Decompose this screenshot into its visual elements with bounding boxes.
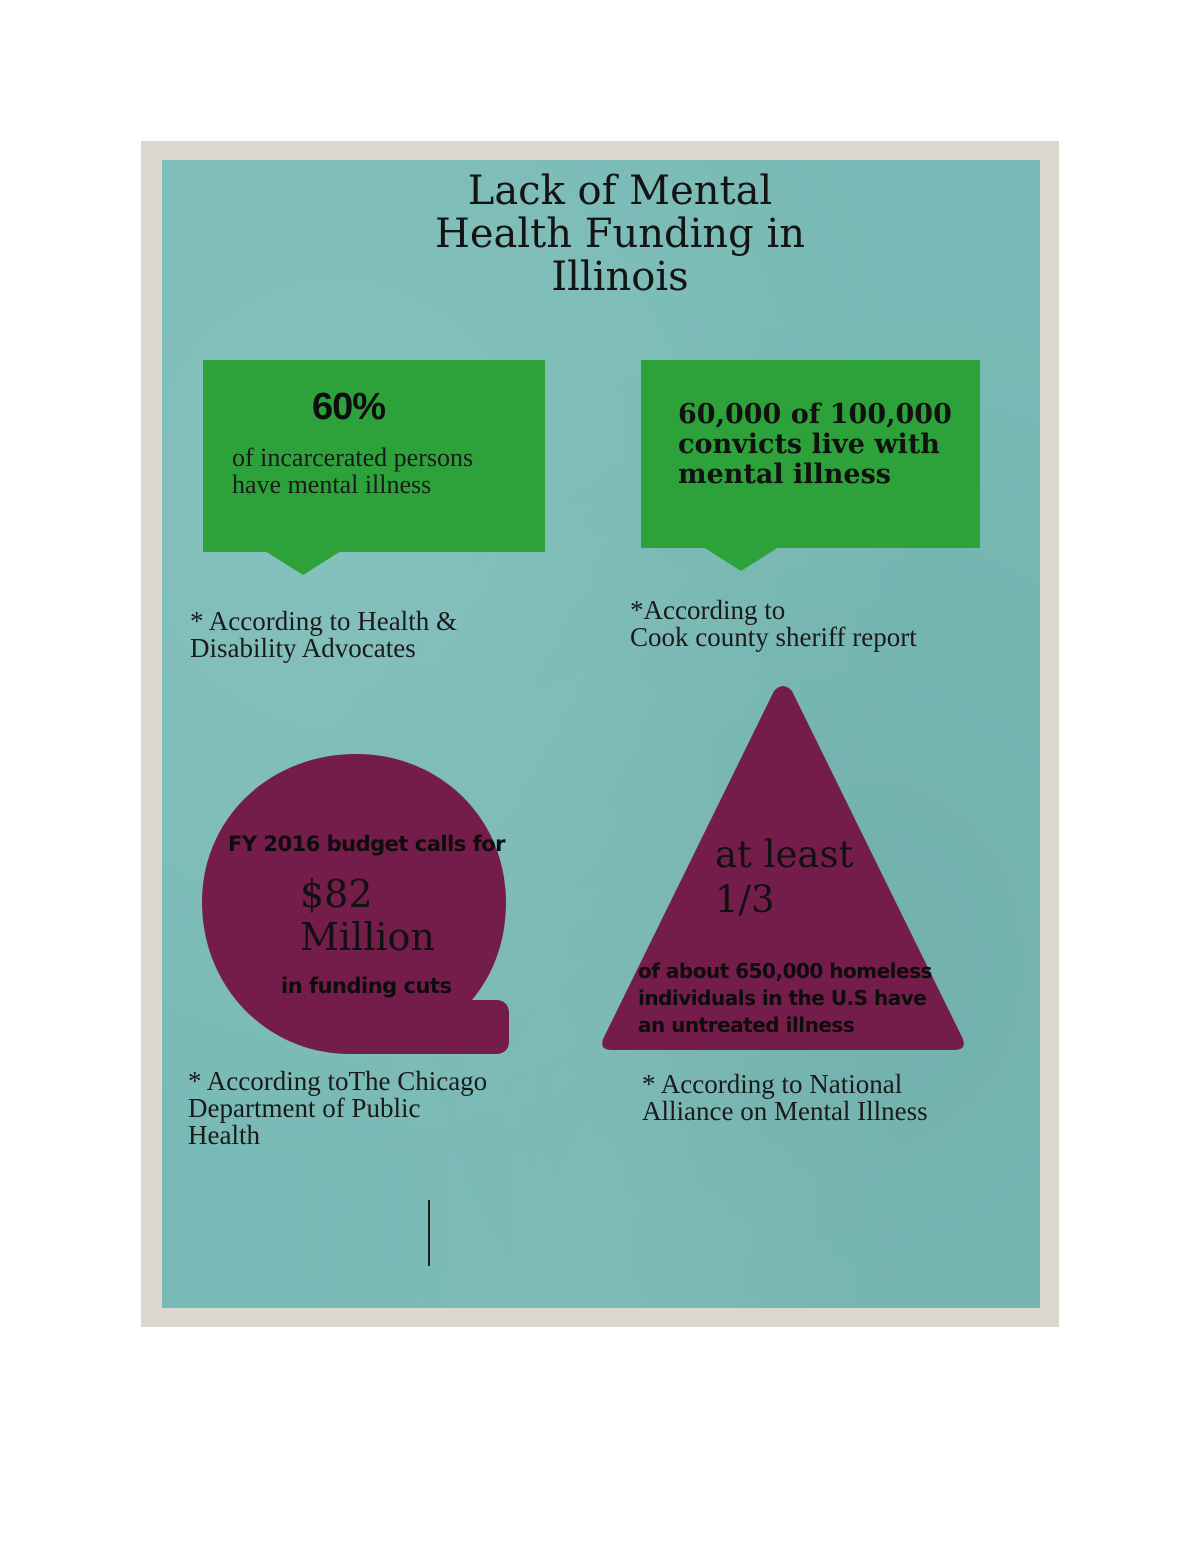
homeless-description: [638, 958, 932, 1039]
source-line-2: Cook county sheriff report: [630, 622, 917, 652]
homeless-fraction: [715, 832, 853, 922]
source-line-2: Alliance on Mental Illness: [642, 1096, 928, 1126]
budget-intro: FY 2016 budget calls for: [228, 832, 506, 856]
budget-amount-line-1: $82: [300, 872, 373, 916]
convicts-statistic: [678, 400, 978, 490]
stat-description: [232, 444, 532, 498]
homeless-fraction-line-1: at least: [715, 833, 854, 876]
stat-description-line-2: have mental illness: [232, 470, 432, 499]
homeless-fraction-line-2: 1/3: [715, 878, 775, 921]
budget-amount-line-2: Million: [300, 915, 435, 959]
convicts-line-2: convicts live with: [678, 429, 940, 460]
speech-pointer: [703, 547, 779, 571]
source-line-1: *According to: [630, 595, 786, 625]
stat-percent: 60%: [312, 386, 386, 428]
infographic-title: [400, 170, 840, 299]
divider-line: [428, 1200, 430, 1266]
source-line-1: * According to National: [642, 1069, 903, 1099]
homeless-line-3: an untreated illness: [638, 1013, 855, 1037]
title-line-1: Lack of Mental: [467, 168, 773, 214]
source-health-disability: [190, 608, 457, 662]
source-nami: [642, 1071, 928, 1125]
convicts-line-1: 60,000 of 100,000: [678, 399, 952, 430]
source-line-1: * According toThe Chicago: [188, 1066, 488, 1096]
source-line-1: * According to Health &: [190, 606, 457, 636]
convicts-line-3: mental illness: [678, 459, 891, 490]
source-line-2: Department of Public: [188, 1093, 421, 1123]
source-cook-county: [630, 597, 917, 651]
homeless-line-2: individuals in the U.S have: [638, 986, 927, 1010]
title-line-3: Illinois: [551, 254, 689, 300]
source-line-2: Disability Advocates: [190, 633, 416, 663]
speech-pointer: [265, 551, 341, 575]
budget-amount: [300, 873, 435, 959]
homeless-line-1: of about 650,000 homeless: [638, 959, 932, 983]
budget-outro: in funding cuts: [281, 974, 452, 998]
title-line-2: Health Funding in: [434, 211, 806, 257]
source-line-3: Health: [188, 1120, 260, 1150]
stat-description-line-1: of incarcerated persons: [232, 443, 474, 472]
source-chicago-public-health: [188, 1068, 487, 1149]
